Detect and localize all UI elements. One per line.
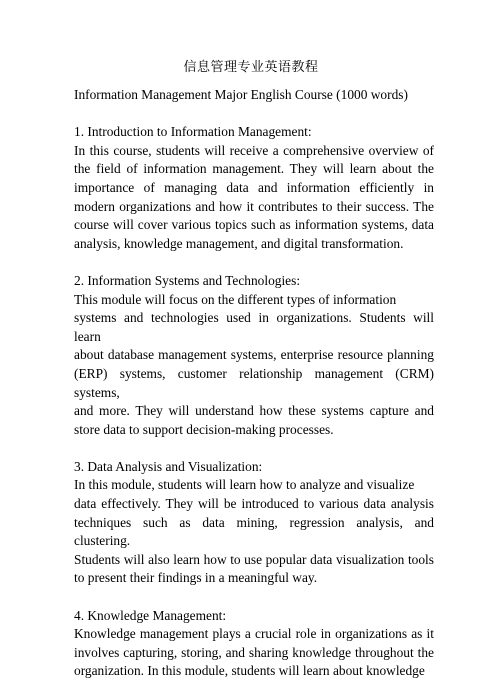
section-heading: 1. Introduction to Information Management:: [74, 124, 312, 140]
body-line: data effectively. They will be introduced to various data analysis: [74, 496, 434, 512]
paragraph-gap: [74, 253, 434, 272]
body-line: course will cover various topics such as information systems, data: [74, 217, 434, 233]
section-heading: 4. Knowledge Management:: [74, 607, 227, 623]
body-line: organization. In this module, students will learn about knowledge: [74, 663, 425, 679]
body-line: Knowledge management plays a crucial role in organizations as it: [74, 626, 434, 642]
body-line: involves capturing, storing, and sharing knowledge throughout the: [74, 644, 434, 660]
section-data-analysis: [74, 458, 434, 588]
paragraph-gap: [74, 105, 434, 124]
section-heading: 2. Information Systems and Technologies:: [74, 272, 301, 288]
paragraph-gap: [74, 439, 434, 458]
body-line: importance of managing data and information efficiently in: [74, 179, 434, 195]
body-line: and more. They will understand how these systems capture and: [74, 403, 434, 419]
body-line: about database management systems, enterprise resource planning: [74, 347, 434, 363]
body-line: In this course, students will receive a comprehensive overview of: [74, 142, 434, 158]
document-title: 信息管理专业英语教程: [183, 60, 319, 75]
section-introduction: [74, 123, 434, 253]
body-line: In this module, students will learn how to analyze and visualize: [74, 477, 415, 493]
section-information-systems: [74, 272, 434, 439]
body-line: This module will focus on the different types of information: [74, 291, 397, 307]
body-line: techniques such as data mining, regression analysis, and clustering.: [74, 514, 434, 549]
section-knowledge-management: [74, 607, 434, 681]
body-line: the field of information management. They will learn about the: [74, 161, 434, 177]
body-line: store data to support decision-making processes.: [74, 421, 334, 437]
body-line: (ERP) systems, customer relationship management (CRM) systems,: [74, 365, 434, 400]
body-line: modern organizations and how it contributes to their success. The: [74, 198, 434, 214]
body-line: Students will also learn how to use popular data visualization tools: [74, 551, 434, 567]
body-line: analysis, knowledge management, and digital transformation.: [74, 235, 404, 251]
body-line: systems and technologies used in organizations. Students will learn: [74, 310, 434, 344]
section-heading: 3. Data Analysis and Visualization:: [74, 458, 263, 474]
document-body: [74, 86, 434, 681]
body-line: to present their findings in a meaningful way.: [74, 570, 318, 586]
document-subtitle: Information Management Major English Course (1000 words): [74, 87, 408, 102]
paragraph-gap: [74, 588, 434, 607]
